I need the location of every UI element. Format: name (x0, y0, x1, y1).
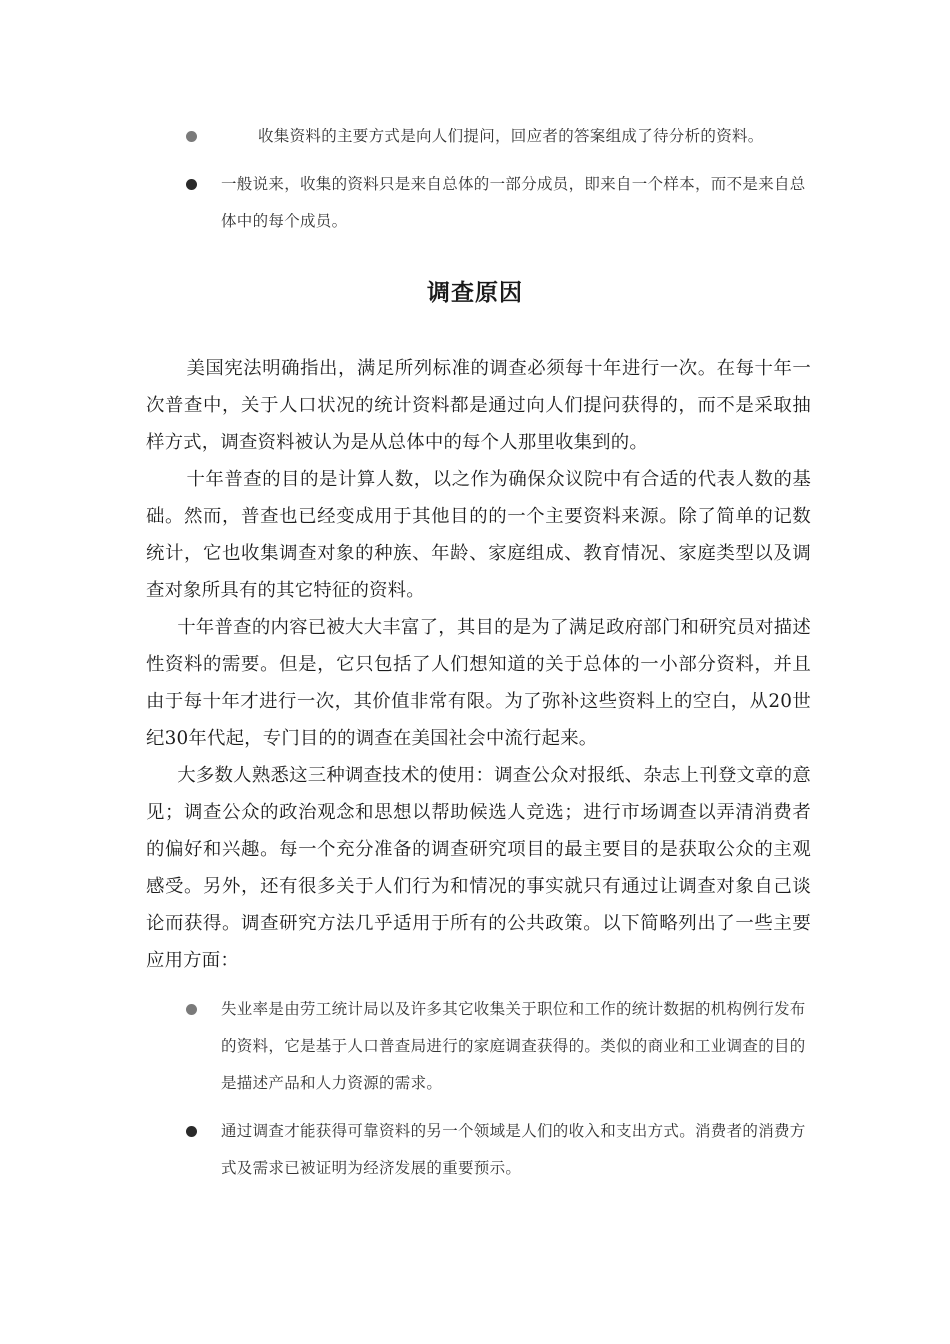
bullet-text: 一般说来，收集的资料只是来自总体的一部分成员，即来自一个样本，而不是来自总体中的每个成员。 (221, 175, 806, 230)
bullet-item (186, 1113, 816, 1187)
bullet-dot-icon (186, 179, 197, 190)
bullet-item (186, 166, 816, 240)
bullet-text: 收集资料的主要方式是向人们提问，回应者的答案组成了待分析的资料。 (258, 127, 764, 145)
paragraph-text: 公众对报纸、杂志上刊登文章的意见； (146, 765, 811, 823)
body-text (146, 350, 811, 979)
bullet-item (186, 991, 816, 1102)
paragraph: 十年普查的内容已被大大丰富了，其目的是为了满足政府部门和研究员对描述性资料的需要。但是，它只包括了人们想知道的关于总体的一小部分资料，并且由于每十年才进行一次，其价值非常有限。为了弥补这些资料上的空白，从20世纪30年代起，专门目的的调查在美国社会中流行起来。 (146, 617, 811, 749)
paragraph-text: 公众的政治观念和思想以帮助候选人竞选；进行市场调查以弄清消费者的偏好和兴趣。每一个充分准备的调查研究项目的最主要目的是获取公众的主观感受。另外，还有很多关于人们行为和情况的事实就只有通过让调查对象自己谈论而获得。调查研究方法几乎适用于所有的公共政策。以下简略列出了一些主要应用方面： (146, 802, 812, 971)
bullet-dot-icon (186, 1126, 197, 1137)
bullet-dot-icon (186, 1004, 197, 1015)
bullet-dot-icon (186, 131, 197, 142)
emphasis-text: 调查 (183, 802, 223, 823)
section-heading: 调查原因 (427, 280, 523, 306)
paragraph-text: 大多数人熟悉这三种调查技术的使用： (177, 765, 495, 786)
paragraph: 十年普查的目的是计算人数，以之作为确保众议院中有合适的代表人数的基础。然而，普查也已经变成用于其他目的的一个主要资料来源。除了简单的记数统计，它也收集调查对象的种族、年龄、家庭组成、教育情况、家庭类型以及调查对象所具有的其它特征的资料。 (146, 469, 811, 601)
paragraph (146, 757, 811, 979)
bullet-item (186, 118, 816, 155)
paragraph: 美国宪法明确指出，满足所列标准的调查必须每十年进行一次。在每十年一次普查中，关于人口状况的统计资料都是通过向人们提问获得的，而不是采取抽样方式，调查资料被认为是从总体中的每个人那里收集到的。 (146, 358, 811, 453)
emphasis-text: 调查 (494, 765, 532, 786)
bullet-text: 失业率是由劳工统计局以及许多其它收集关于职位和工作的统计数据的机构例行发布的资料，它是基于人口普查局进行的家庭调查获得的。类似的商业和工业调查的目的是描述产品和人力资源的需求。 (221, 1000, 806, 1092)
bullet-text: 通过调查才能获得可靠资料的另一个领域是人们的收入和支出方式。消费者的消费方式及需求已被证明为经济发展的重要预示。 (221, 1122, 806, 1177)
